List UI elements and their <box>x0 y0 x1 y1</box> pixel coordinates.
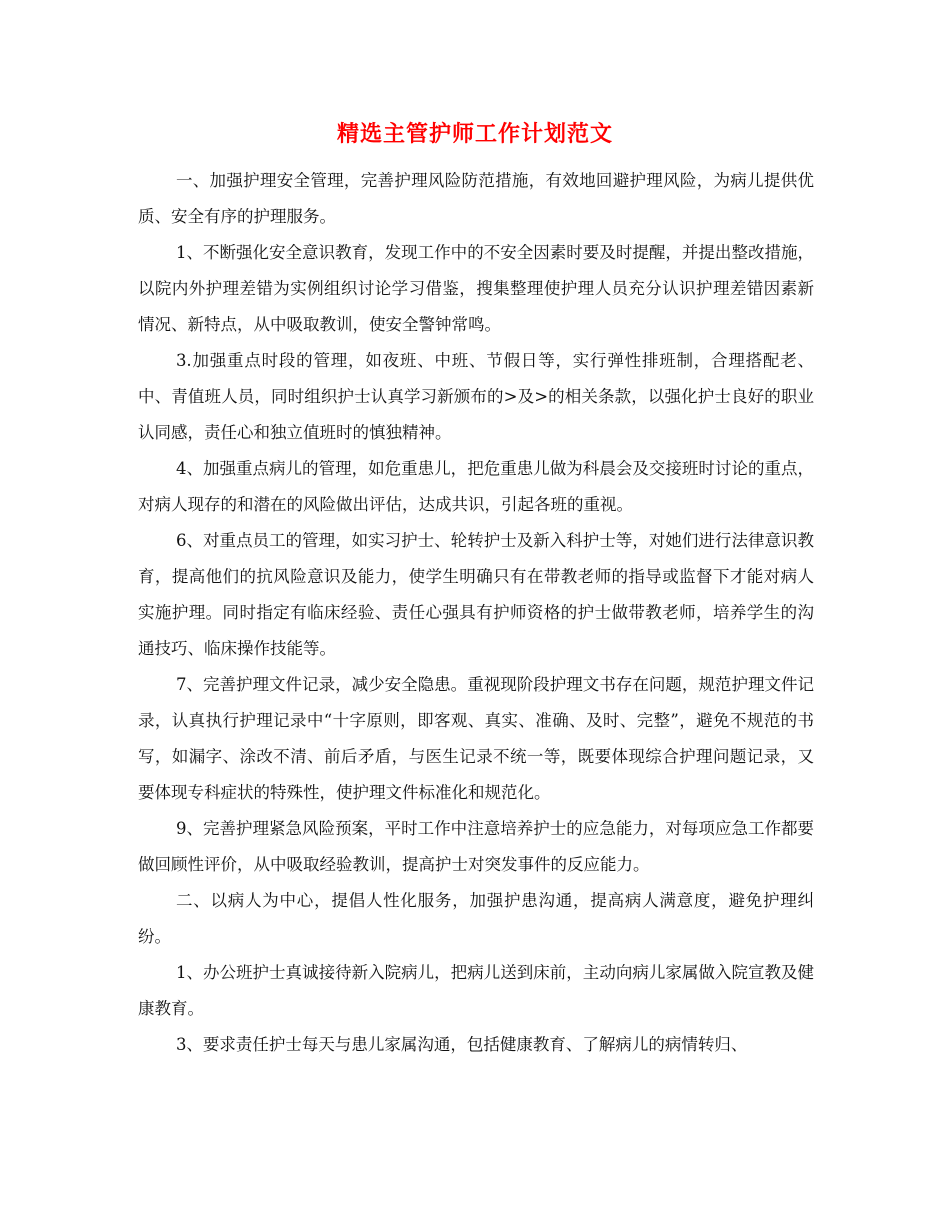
paragraph-8: 二、以病人为中心，提倡人性化服务，加强护患沟通，提高病人满意度，避免护理纠纷。 <box>138 891 814 946</box>
document-body <box>138 163 814 1063</box>
paragraph-2: 1、不断强化安全意识教育，发现工作中的不安全因素时要及时提醒，并提出整改措施，以院内外护理差错为实例组织讨论学习借鉴，搜集整理使护理人员充分认识护理差错因素新情况、新特点，从中吸取教训，使安全警钟常鸣。 <box>138 243 814 334</box>
paragraph-5: 6、对重点员工的管理，如实习护士、轮转护士及新入科护士等，对她们进行法律意识教育，提高他们的抗风险意识及能力，使学生明确只有在带教老师的指导或监督下才能对病人实施护理。同时指定有临床经验、责任心强具有护师资格的护士做带教老师，培养学生的沟通技巧、临床操作技能等。 <box>138 531 814 658</box>
paragraph-9: 1、办公班护士真诚接待新入院病儿，把病儿送到床前，主动向病儿家属做入院宣教及健康教育。 <box>138 963 814 1018</box>
paragraph-4: 4、加强重点病儿的管理，如危重患儿，把危重患儿做为科晨会及交接班时讨论的重点，对病人现存的和潜在的风险做出评估，达成共识，引起各班的重视。 <box>138 459 814 514</box>
paragraph-1: 一、加强护理安全管理，完善护理风险防范措施，有效地回避护理风险，为病儿提供优质、安全有序的护理服务。 <box>138 171 814 226</box>
paragraph-6: 7、完善护理文件记录，减少安全隐患。重视现阶段护理文书存在问题，规范护理文件记录，认真执行护理记录中“十字原则，即客观、真实、准确、及时、完整”，避免不规范的书写，如漏字、涂改不清、前后矛盾，与医生记录不统一等，既要体现综合护理问题记录，又要体现专科症状的特殊性，使护理文件标准化和规范化。 <box>138 675 814 802</box>
paragraph-3: 3.加强重点时段的管理，如夜班、中班、节假日等，实行弹性排班制，合理搭配老、中、青值班人员，同时组织护士认真学习新颁布的>及>的相关条款，以强化护士良好的职业认同感，责任心和独立值班时的慎独精神。 <box>138 351 814 442</box>
paragraph-7: 9、完善护理紧急风险预案，平时工作中注意培养护士的应急能力，对每项应急工作都要做回顾性评价，从中吸取经验教训，提高护士对突发事件的反应能力。 <box>138 819 814 874</box>
document-title: 精选主管护师工作计划范文 <box>336 122 613 147</box>
paragraph-10: 3、要求责任护士每天与患儿家属沟通，包括健康教育、了解病儿的病情转归、 <box>175 1035 748 1054</box>
